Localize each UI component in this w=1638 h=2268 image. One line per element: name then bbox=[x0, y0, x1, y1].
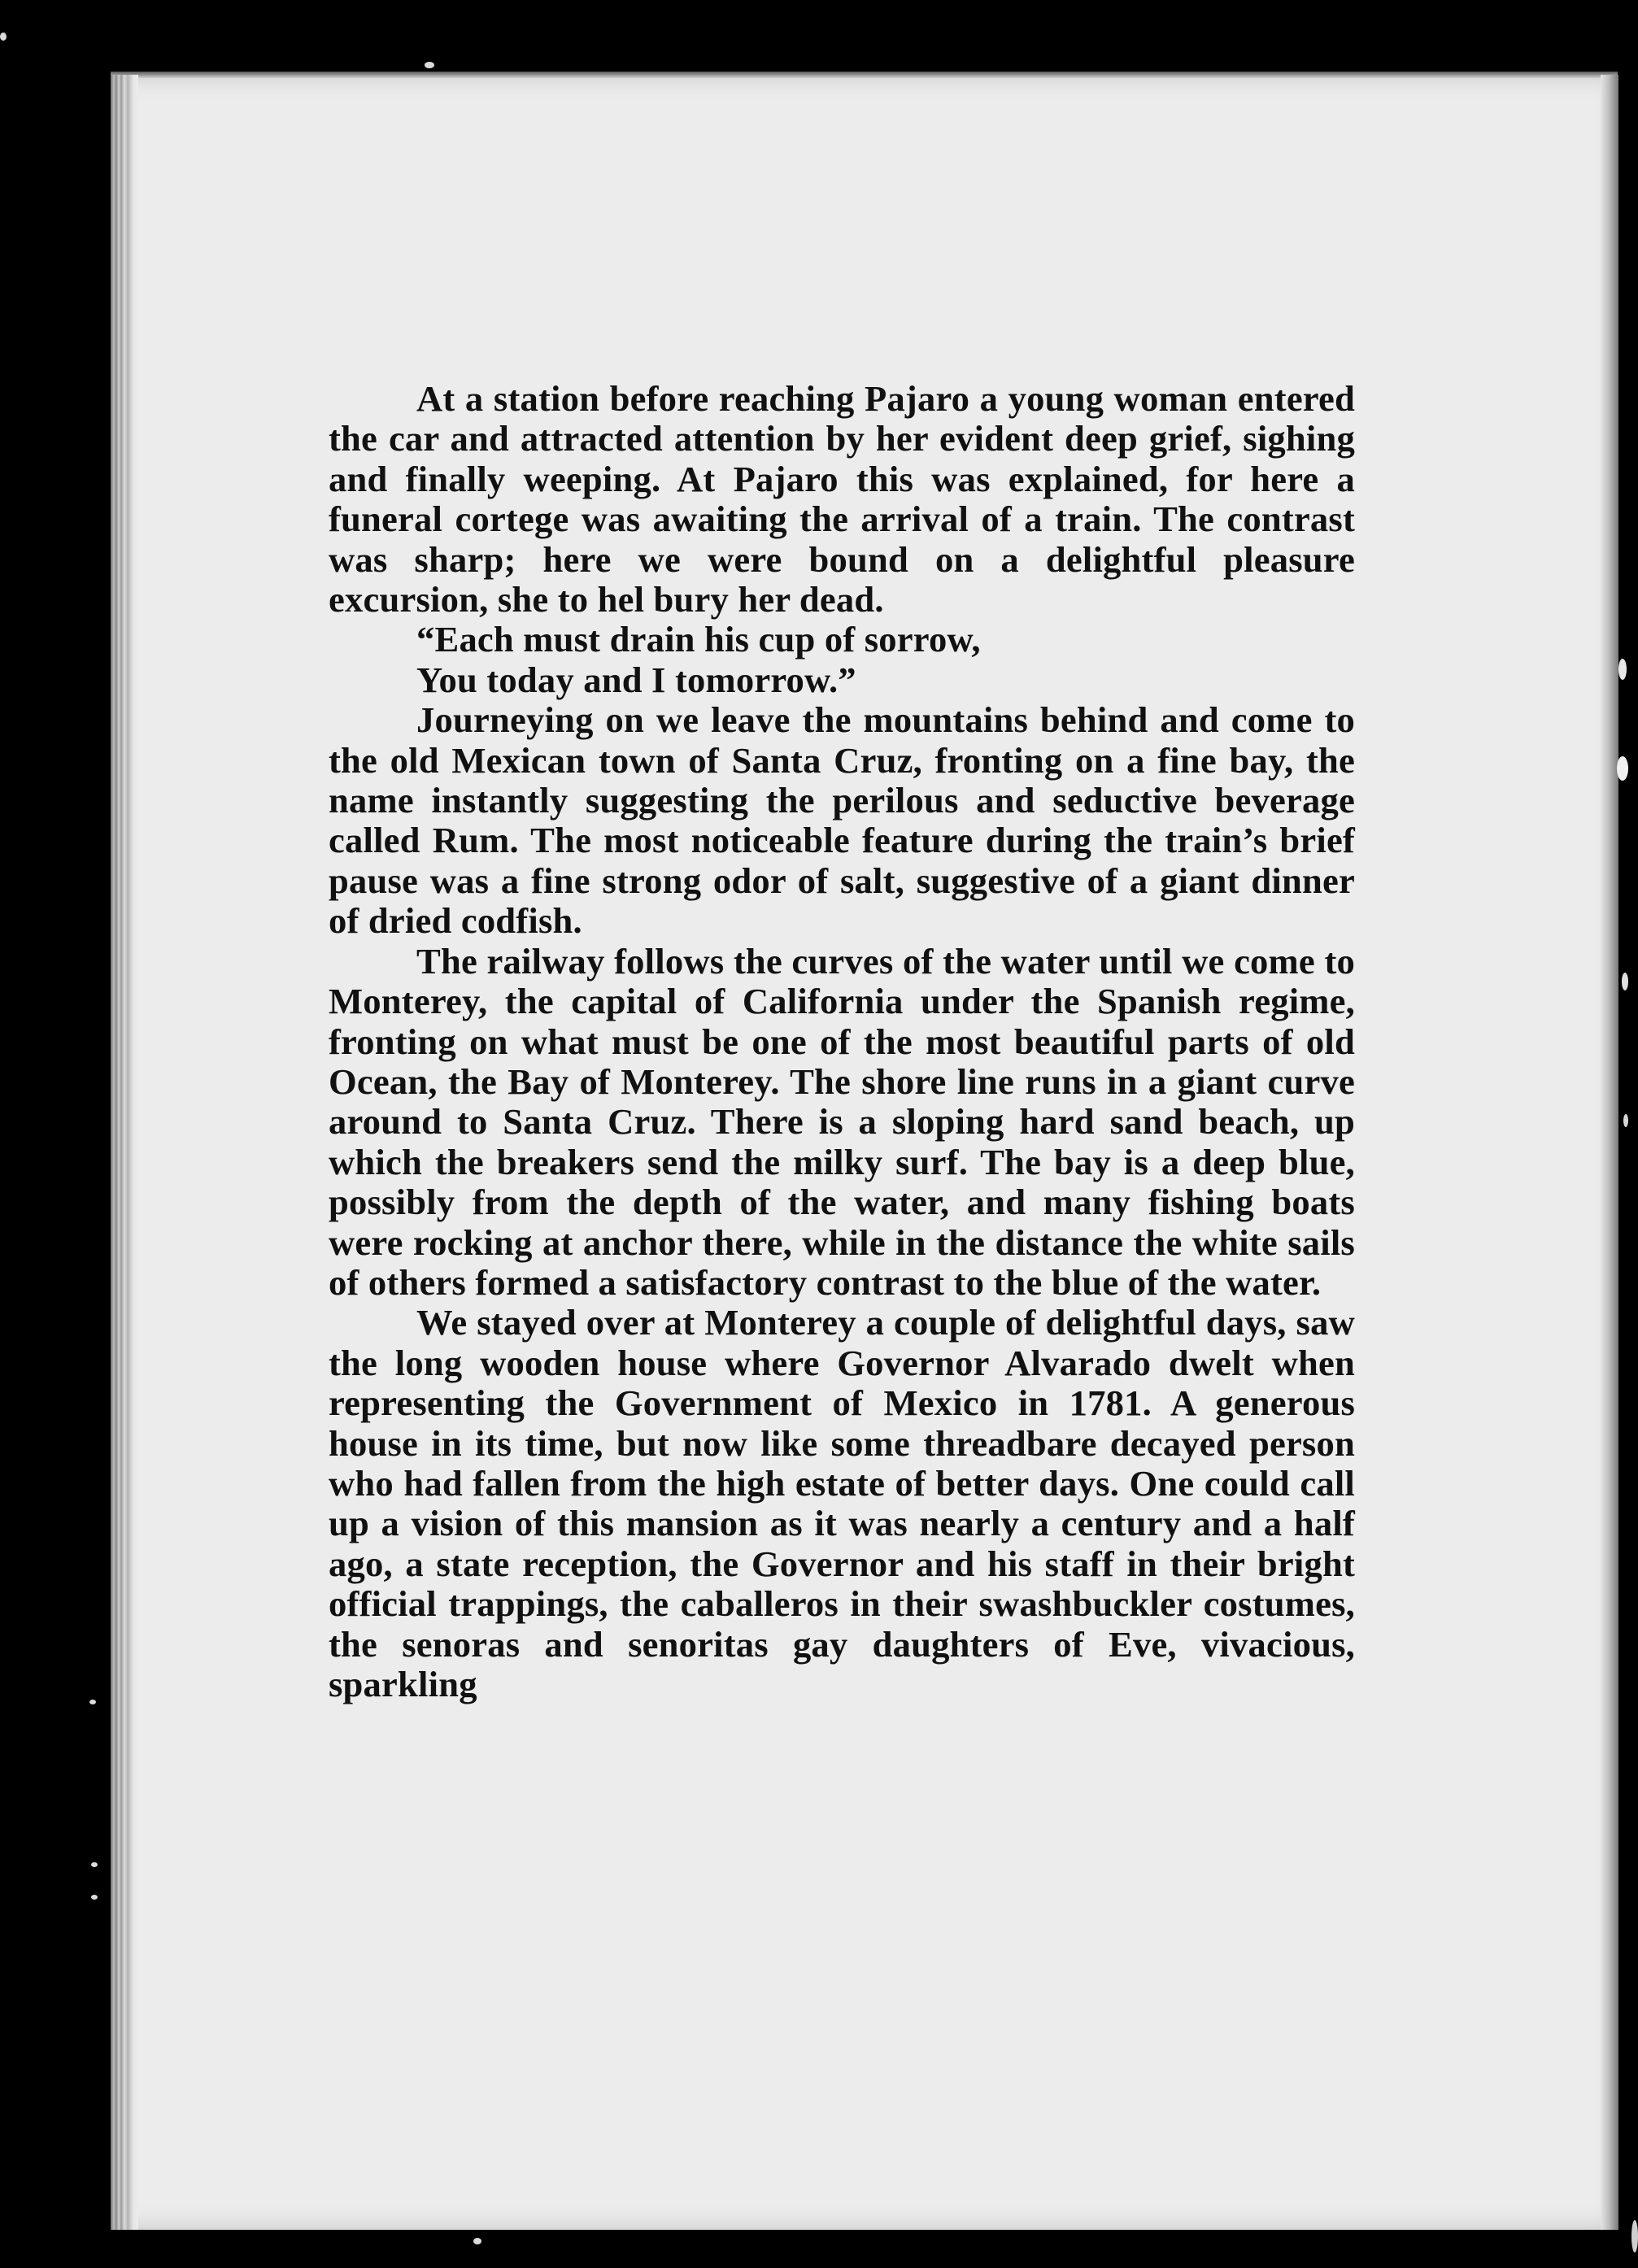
verse-line-2: You today and I tomorrow.” bbox=[416, 659, 856, 700]
paragraph-governor-house: We stayed over at Monterey a couple of delightful days, saw the long wooden house where Governor Alvarado dwelt when representing the Government of Mexico in 1781. A generous house in its time, but now like some threadbare decayed person who had fallen from the high estate of better days. One could call up a vision of this mansion as it was nearly a century and a half ago, a state reception, the Governor and his staff in their bright official trappings, the caballeros in their swashbuckler costumes, the senoras and senoritas gay daughters of Eve, vivacious, sparkling bbox=[329, 1302, 1355, 1704]
page-top-edge bbox=[111, 72, 1618, 78]
paragraph-santa-cruz: Journeying on we leave the mountains behind and come to the old Mexican town of Santa Cruz, fronting on a fine bay, the name instantly suggesting the perilous and seductive beverage called Rum. The most noticeable feature during the train’s brief pause was a fine strong odor of salt, suggestive of a giant dinner of dried codfish. bbox=[329, 699, 1355, 942]
page-right-edge bbox=[1601, 75, 1618, 2230]
scan-speck bbox=[1623, 1114, 1628, 1127]
scan-speck bbox=[473, 2238, 481, 2244]
scan-speck bbox=[0, 33, 7, 41]
scan-speck bbox=[89, 1700, 96, 1704]
scan-speck bbox=[1617, 756, 1628, 781]
paragraph-monterey-bay: The railway follows the curves of the water until we come to Monterey, the capital of California under the Spanish regime, fronting on what must be one of the most beautiful parts of old Ocean, the Bay of Monterey. The shore line runs in a giant curve around to Santa Cruz. There is a sloping hard sand beach, up which the breakers send the milky surf. The bay is a deep blue, possibly from the depth of the water, and many fishing boats were rocking at anchor there, while in the distance the white sails of others formed a satisfactory contrast to the blue of the water. bbox=[329, 940, 1355, 1303]
page-text bbox=[329, 379, 1355, 1704]
scan-speck bbox=[1622, 973, 1628, 990]
scan-speck bbox=[1618, 659, 1627, 680]
scan-speck bbox=[91, 1862, 98, 1867]
verse-quotation bbox=[329, 620, 1355, 700]
verse-line-1: “Each must drain his cup of sorrow, bbox=[416, 619, 981, 660]
scan-speck bbox=[91, 1895, 98, 1900]
paragraph-pajaro: At a station before reaching Pajaro a young woman entered the car and attracted attention by her evident deep grief, sighing and finally weeping. At Pajaro this was explained, for here a funeral cortege was awaiting the arrival of a train. The contrast was sharp; here we were bound on a delightful pleasure excursion, she to hel bury her dead. bbox=[329, 378, 1355, 620]
scan-speck bbox=[1631, 2220, 1638, 2253]
page-left-edge bbox=[111, 75, 138, 2230]
scan-speck bbox=[425, 62, 434, 68]
